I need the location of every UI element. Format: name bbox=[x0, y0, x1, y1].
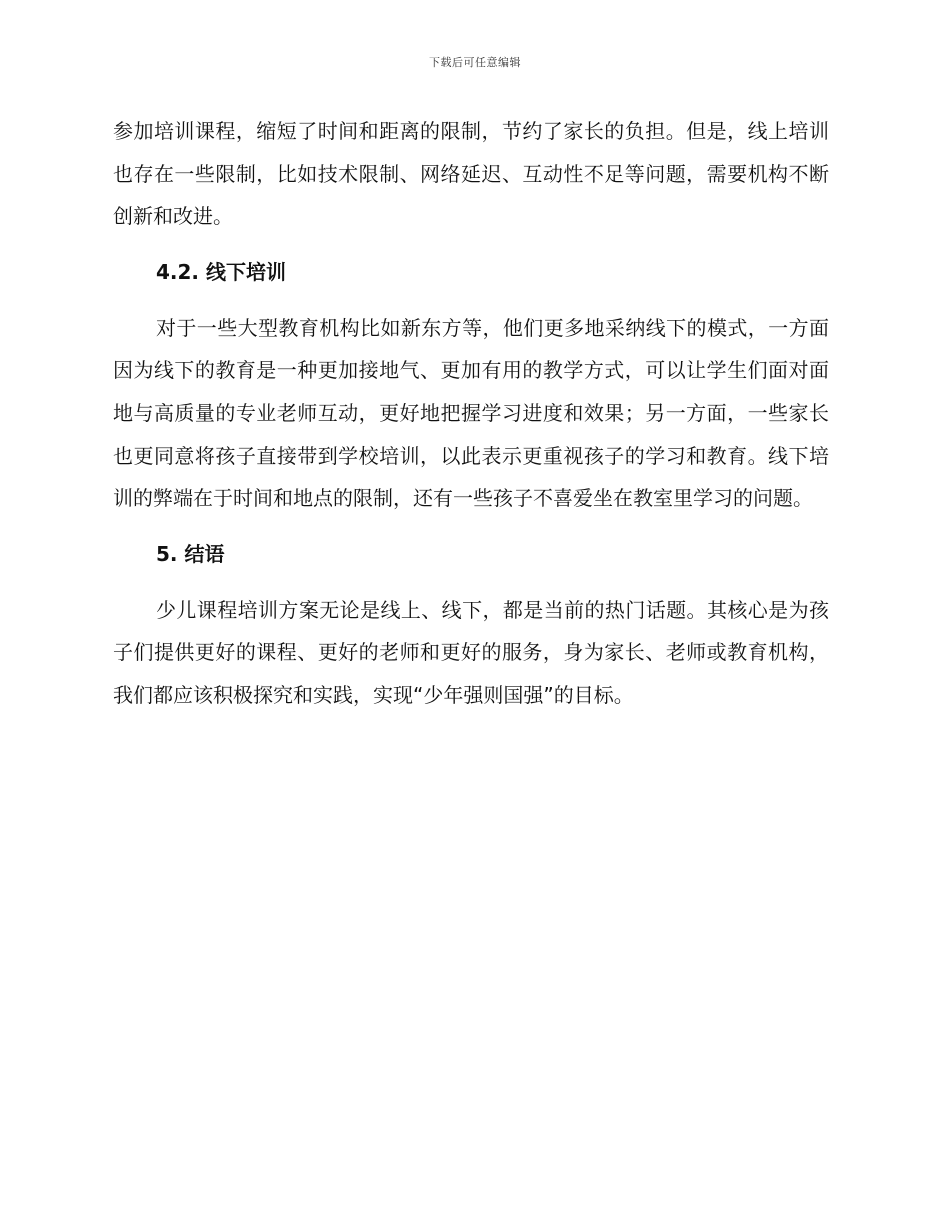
spacer bbox=[113, 520, 829, 539]
offline-training-paragraph: 对于一些大型教育机构比如新东方等，他们更多地采纳线下的模式，一方面因为线下的教育是一种更加接地气、更加有用的教学方式，可以让学生们面对面地与高质量的专业老师互动，更好地把握学习进度和效果；另一方面，一些家长也更同意将孩子直接带到学校培训，以此表示更重视孩子的学习和教育。线下培训的弊端在于时间和地点的限制，还有一些孩子不喜爱坐在教室里学习的问题。 bbox=[113, 315, 829, 511]
conclusion-paragraph: 少儿课程培训方案无论是线上、线下，都是当前的热门话题。其核心是为孩子们提供更好的课程、更好的老师和更好的服务，身为家长、老师或教育机构，我们都应该积极探究和实践，实现“少年强则国强”的目标。 bbox=[113, 597, 829, 707]
spacer bbox=[113, 569, 829, 589]
intro-paragraph: 参加培训课程，缩短了时间和距离的限制，节约了家长的负担。但是，线上培训也存在一些限制，比如技术限制、网络延迟、互动性不足等问题，需要机构不断创新和改进。 bbox=[113, 119, 829, 229]
document-body bbox=[113, 110, 829, 717]
spacer bbox=[113, 238, 829, 257]
section-heading-conclusion: 5. 结语 bbox=[156, 541, 225, 566]
page-header: 下载后可任意编辑 bbox=[429, 56, 521, 69]
spacer bbox=[113, 287, 829, 307]
section-heading-offline-training: 4.2. 线下培训 bbox=[156, 259, 286, 284]
